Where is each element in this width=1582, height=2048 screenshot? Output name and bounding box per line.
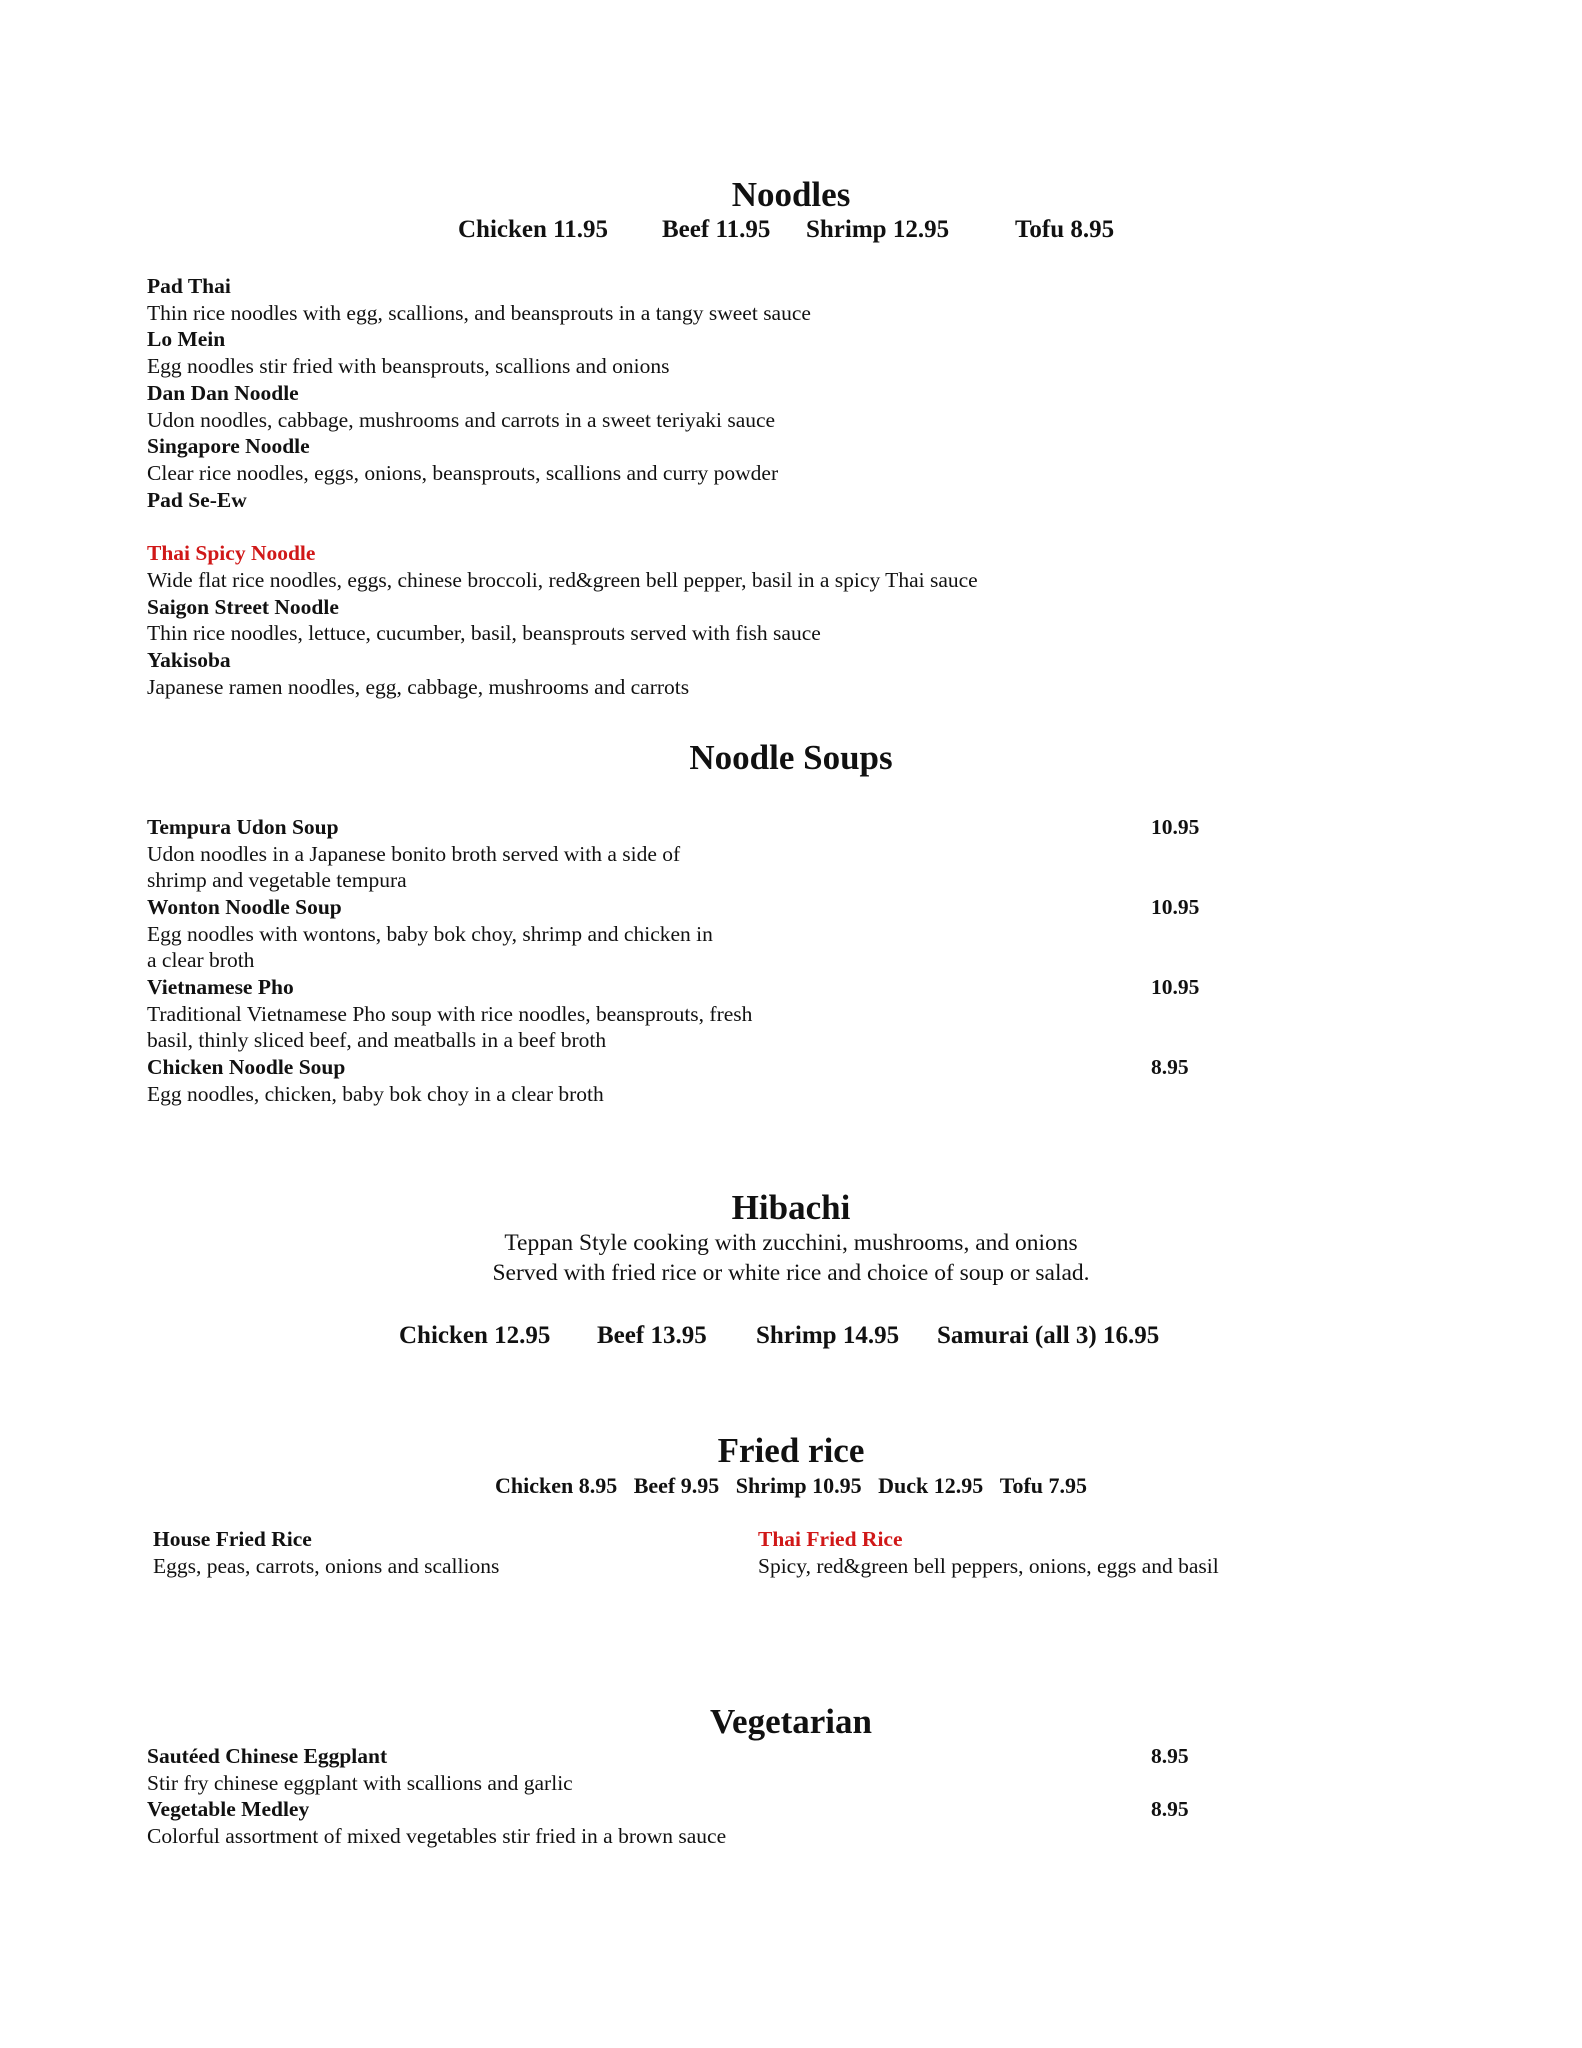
menu-item-desc: Spicy, red&green bell peppers, onions, eggs and basil <box>758 1554 1219 1578</box>
menu-item-desc: Thin rice noodles, lettuce, cucumber, basil, beansprouts served with fish sauce <box>147 621 821 645</box>
menu-item-name: Dan Dan Noodle <box>147 381 299 405</box>
menu-item-desc: Stir fry chinese eggplant with scallions and garlic <box>147 1771 573 1795</box>
hibachi-description-2: Served with fried rice or white rice and choice of soup or salad. <box>492 1260 1090 1286</box>
noodles-price-beef: Beef 11.95 <box>662 216 771 243</box>
fried-rice-price-beef: Beef 9.95 <box>633 1473 720 1498</box>
menu-item-price: 8.95 <box>1151 1744 1189 1768</box>
hibachi-price-samurai: Samurai (all 3) 16.95 <box>937 1322 1160 1349</box>
hibachi-price-chicken: Chicken 12.95 <box>399 1322 551 1349</box>
fried-rice-price-chicken: Chicken 8.95 <box>494 1473 618 1498</box>
menu-item-desc: Egg noodles stir fried with beansprouts, scallions and onions <box>147 354 670 378</box>
hibachi-price-shrimp: Shrimp 14.95 <box>756 1322 900 1349</box>
menu-item-name: Vegetable Medley <box>147 1797 310 1821</box>
noodles-price-chicken: Chicken 11.95 <box>458 216 609 243</box>
menu-item-name: Vietnamese Pho <box>147 975 294 999</box>
menu-item-name: Sautéed Chinese Eggplant <box>147 1744 388 1768</box>
fried-rice-prices <box>0 1473 1582 1499</box>
menu-item-name: Lo Mein <box>147 327 226 351</box>
menu-item-desc: Clear rice noodles, eggs, onions, beansprouts, scallions and curry powder <box>147 461 779 485</box>
menu-item-desc: Udon noodles, cabbage, mushrooms and carrots in a sweet teriyaki sauce <box>147 408 776 432</box>
menu-item-price: 8.95 <box>1151 1055 1189 1079</box>
menu-item-desc: shrimp and vegetable tempura <box>147 868 407 892</box>
fried-rice-price-duck: Duck 12.95 <box>878 1473 984 1498</box>
menu-item-name: Chicken Noodle Soup <box>147 1055 346 1079</box>
menu-item-name: Tempura Udon Soup <box>147 815 339 839</box>
noodles-title: Noodles <box>731 175 851 214</box>
menu-item-name: Yakisoba <box>147 648 231 672</box>
menu-item-price: 10.95 <box>1151 975 1200 999</box>
noodles-price-shrimp: Shrimp 12.95 <box>806 216 950 243</box>
menu-item-desc: Egg noodles, chicken, baby bok choy in a clear broth <box>147 1082 604 1106</box>
fried-rice-price-tofu: Tofu 7.95 <box>999 1473 1088 1498</box>
noodles-price-tofu: Tofu 8.95 <box>1015 216 1115 243</box>
hibachi-price-beef: Beef 13.95 <box>597 1322 707 1349</box>
hibachi-title: Hibachi <box>731 1188 851 1227</box>
hibachi-description-1: Teppan Style cooking with zucchini, mushrooms, and onions <box>504 1230 1078 1256</box>
menu-item-desc: basil, thinly sliced beef, and meatballs in a beef broth <box>147 1028 607 1052</box>
menu-item-name-spicy: Thai Fried Rice <box>758 1527 903 1551</box>
fried-rice-price-shrimp: Shrimp 10.95 <box>735 1473 862 1498</box>
menu-item-price: 8.95 <box>1151 1797 1189 1821</box>
menu-item-price: 10.95 <box>1151 815 1200 839</box>
menu-item-name: Pad Se-Ew <box>147 488 247 512</box>
menu-item-desc: Thin rice noodles with egg, scallions, and beansprouts in a tangy sweet sauce <box>147 301 811 325</box>
menu-item-desc: Eggs, peas, carrots, onions and scallions <box>153 1554 500 1578</box>
menu-item-name: House Fried Rice <box>153 1527 312 1551</box>
noodle-soups-title: Noodle Soups <box>689 738 893 777</box>
menu-item-desc: Traditional Vietnamese Pho soup with rice noodles, beansprouts, fresh <box>147 1002 753 1026</box>
vegetarian-title: Vegetarian <box>709 1702 872 1741</box>
menu-item-desc: Japanese ramen noodles, egg, cabbage, mushrooms and carrots <box>147 675 690 699</box>
menu-item-name-spicy: Thai Spicy Noodle <box>147 541 316 565</box>
menu-item-price: 10.95 <box>1151 895 1200 919</box>
menu-item-desc: Udon noodles in a Japanese bonito broth served with a side of <box>147 842 681 866</box>
menu-item-name: Saigon Street Noodle <box>147 595 339 619</box>
menu-item-desc: a clear broth <box>147 948 255 972</box>
menu-item-desc: Egg noodles with wontons, baby bok choy, shrimp and chicken in <box>147 922 713 946</box>
menu-item-name: Pad Thai <box>147 274 231 298</box>
menu-item-name: Singapore Noodle <box>147 434 310 458</box>
menu-item-desc: Colorful assortment of mixed vegetables stir fried in a brown sauce <box>147 1824 727 1848</box>
menu-item-name: Wonton Noodle Soup <box>147 895 342 919</box>
fried-rice-title: Fried rice <box>717 1431 865 1470</box>
menu-item-desc: Wide flat rice noodles, eggs, chinese broccoli, red&green bell pepper, basil in a spicy Thai sauce <box>147 568 978 592</box>
